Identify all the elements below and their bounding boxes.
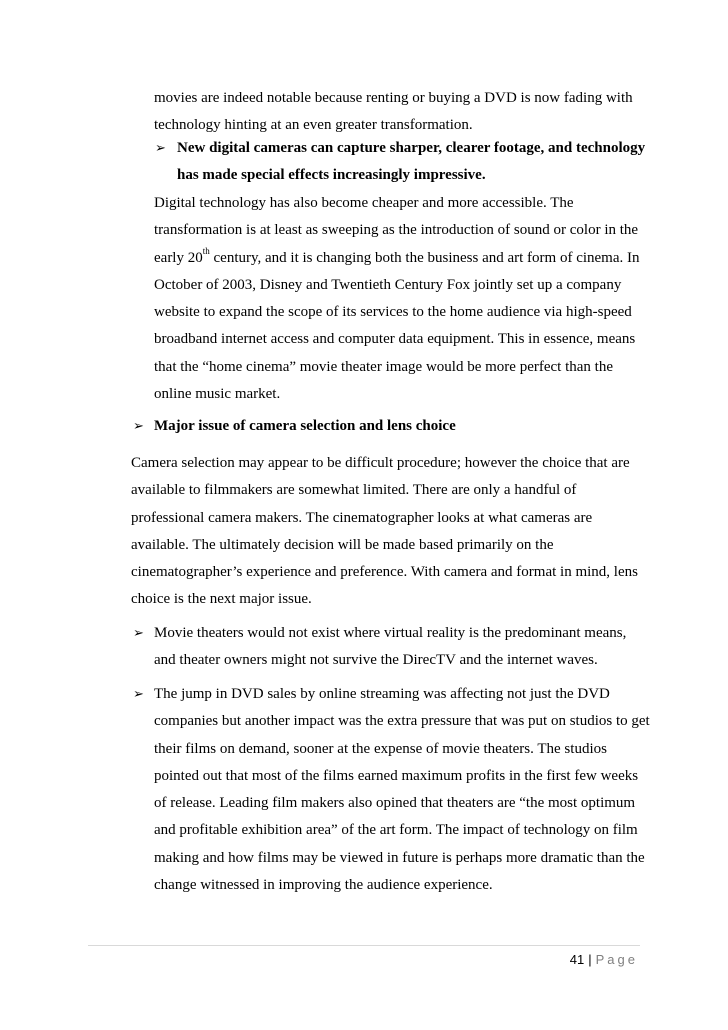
text-line: Movie theaters would not exist where virtual reality is the predominant means, xyxy=(154,625,627,641)
text-line: website to expand the scope of its services to the home audience via high-speed xyxy=(154,304,632,321)
text-line: online music market. xyxy=(154,386,281,403)
text-line: available. The ultimately decision will be made based primarily on the xyxy=(131,536,554,553)
page-footer xyxy=(570,952,638,967)
paragraph-continuation xyxy=(154,85,654,140)
text-line: companies but another impact was the extra pressure that was put on studios to get xyxy=(154,713,650,730)
text-line: The jump in DVD sales by online streaming was affecting not just the DVD xyxy=(154,686,610,702)
text-line: pointed out that most of the films earned maximum profits in the first few weeks xyxy=(154,767,639,784)
arrow-bullet-icon: ➢ xyxy=(133,419,144,434)
text-line: transformation is at least as sweeping as the introduction of sound or color in the xyxy=(154,222,639,239)
text-line: broadband internet access and computer data equipment. This in essence, means xyxy=(154,331,636,348)
text-line: making and how films may be viewed in future is perhaps more dramatic than the xyxy=(154,849,645,866)
text-fragment: early 20 xyxy=(154,249,203,266)
bullet-dvd-sales xyxy=(154,681,654,899)
arrow-bullet-icon: ➢ xyxy=(133,687,144,702)
text-line: cinematographer’s experience and preference. With camera and format in mind, lens xyxy=(131,564,638,581)
text-line xyxy=(154,245,654,272)
paragraph-digital-technology xyxy=(154,190,654,408)
arrow-bullet-icon: ➢ xyxy=(155,141,166,156)
text-line: choice is the next major issue. xyxy=(131,591,312,608)
superscript: th xyxy=(202,245,210,256)
text-line: that the “home cinema” movie theater image would be more perfect than the xyxy=(154,358,613,375)
text-line: technology hinting at an even greater transformation. xyxy=(154,117,473,134)
text-line: of release. Leading film makers also opined that theaters are “the most optimum xyxy=(154,795,636,812)
text-line: available to filmmakers are somewhat limited. There are only a handful of xyxy=(131,482,577,499)
bullet-digital-cameras xyxy=(177,135,647,190)
text-line: Camera selection may appear to be difficult procedure; however the choice that are xyxy=(131,455,630,471)
text-line: change witnessed in improving the audience experience. xyxy=(154,877,493,894)
footer-separator: | xyxy=(588,952,592,967)
text-line: has made special effects increasingly impressive. xyxy=(177,167,486,184)
text-line: New digital cameras can capture sharper, clearer footage, and technology xyxy=(177,140,646,156)
text-line: movies are indeed notable because renting or buying a DVD is now fading with xyxy=(154,90,633,106)
text-line: their films on demand, sooner at the expense of movie theaters. The studios xyxy=(154,740,607,757)
page-label: Page xyxy=(595,952,638,967)
section-heading xyxy=(154,413,634,440)
heading-text: Major issue of camera selection and lens choice xyxy=(154,418,456,434)
text-line: professional camera makers. The cinematographer looks at what cameras are xyxy=(131,509,593,526)
page-number: 41 xyxy=(569,952,585,967)
text-line: and theater owners might not survive the DirecTV and the internet waves. xyxy=(154,652,598,669)
text-line: Digital technology has also become cheaper and more accessible. The xyxy=(154,195,574,211)
text-line: and profitable exhibition area” of the art form. The impact of technology on film xyxy=(154,822,638,839)
text-line: October of 2003, Disney and Twentieth Century Fox jointly set up a company xyxy=(154,276,622,293)
arrow-bullet-icon: ➢ xyxy=(133,626,144,641)
footer-divider xyxy=(88,945,640,946)
bullet-movie-theaters xyxy=(154,620,654,675)
paragraph-camera-selection xyxy=(131,450,651,614)
text-fragment: century, and it is changing both the business and art form of cinema. In xyxy=(209,249,640,266)
